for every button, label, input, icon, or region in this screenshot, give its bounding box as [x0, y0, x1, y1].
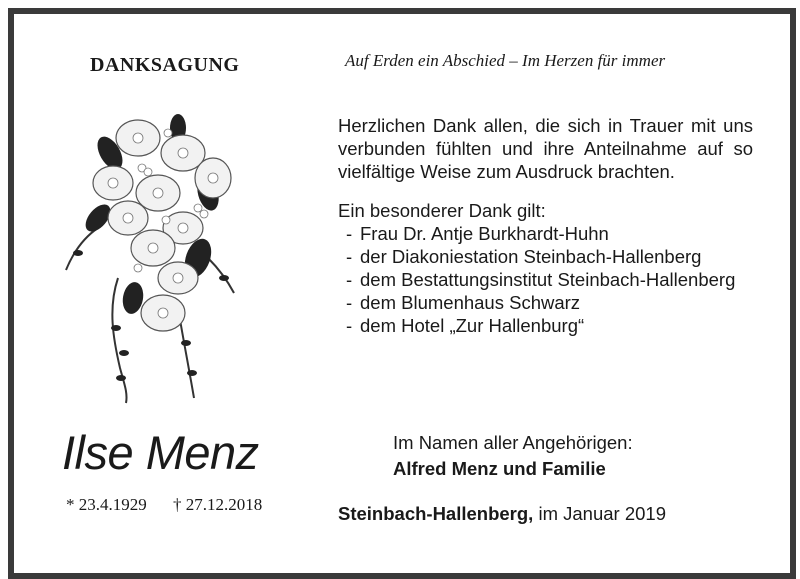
place-date: [338, 503, 666, 525]
life-dates: [66, 495, 262, 515]
flower-bouquet-image: [58, 108, 244, 408]
list-item: - dem Bestattungsinstitut Steinbach-Hallenberg: [346, 269, 736, 290]
thanks-list: [338, 222, 753, 337]
thanks-message: [338, 114, 753, 337]
place-city: Steinbach-Hallenberg,: [338, 503, 534, 524]
deceased-name: Ilse Menz: [62, 426, 259, 479]
signature-line: Im Namen aller Angehörigen:: [393, 432, 633, 453]
list-item: - der Diakoniestation Steinbach-Hallenberg: [346, 246, 702, 267]
family-name: Alfred Menz und Familie: [393, 458, 606, 479]
list-item: - Frau Dr. Antje Burkhardt-Huhn: [346, 223, 609, 244]
signature-block: [393, 430, 633, 482]
card-title: DANKSAGUNG: [90, 54, 240, 76]
motto: Auf Erden ein Abschied – Im Herzen für immer: [345, 51, 666, 70]
birth-date: * 23.4.1929: [66, 495, 147, 514]
special-thanks-heading: Ein besonderer Dank gilt:: [338, 200, 546, 221]
date-text: im Januar 2019: [538, 503, 666, 524]
list-item: - dem Blumenhaus Schwarz: [346, 292, 581, 313]
intro-paragraph: Herzlichen Dank allen, die sich in Trauer mit uns verbunden fühlten und ihre Anteilnahme auf so vielfältige Weise zum Ausdruck brachten.: [338, 115, 753, 182]
death-date: † 27.12.2018: [173, 495, 263, 514]
list-item: - dem Hotel „Zur Hallenburg“: [346, 315, 585, 336]
